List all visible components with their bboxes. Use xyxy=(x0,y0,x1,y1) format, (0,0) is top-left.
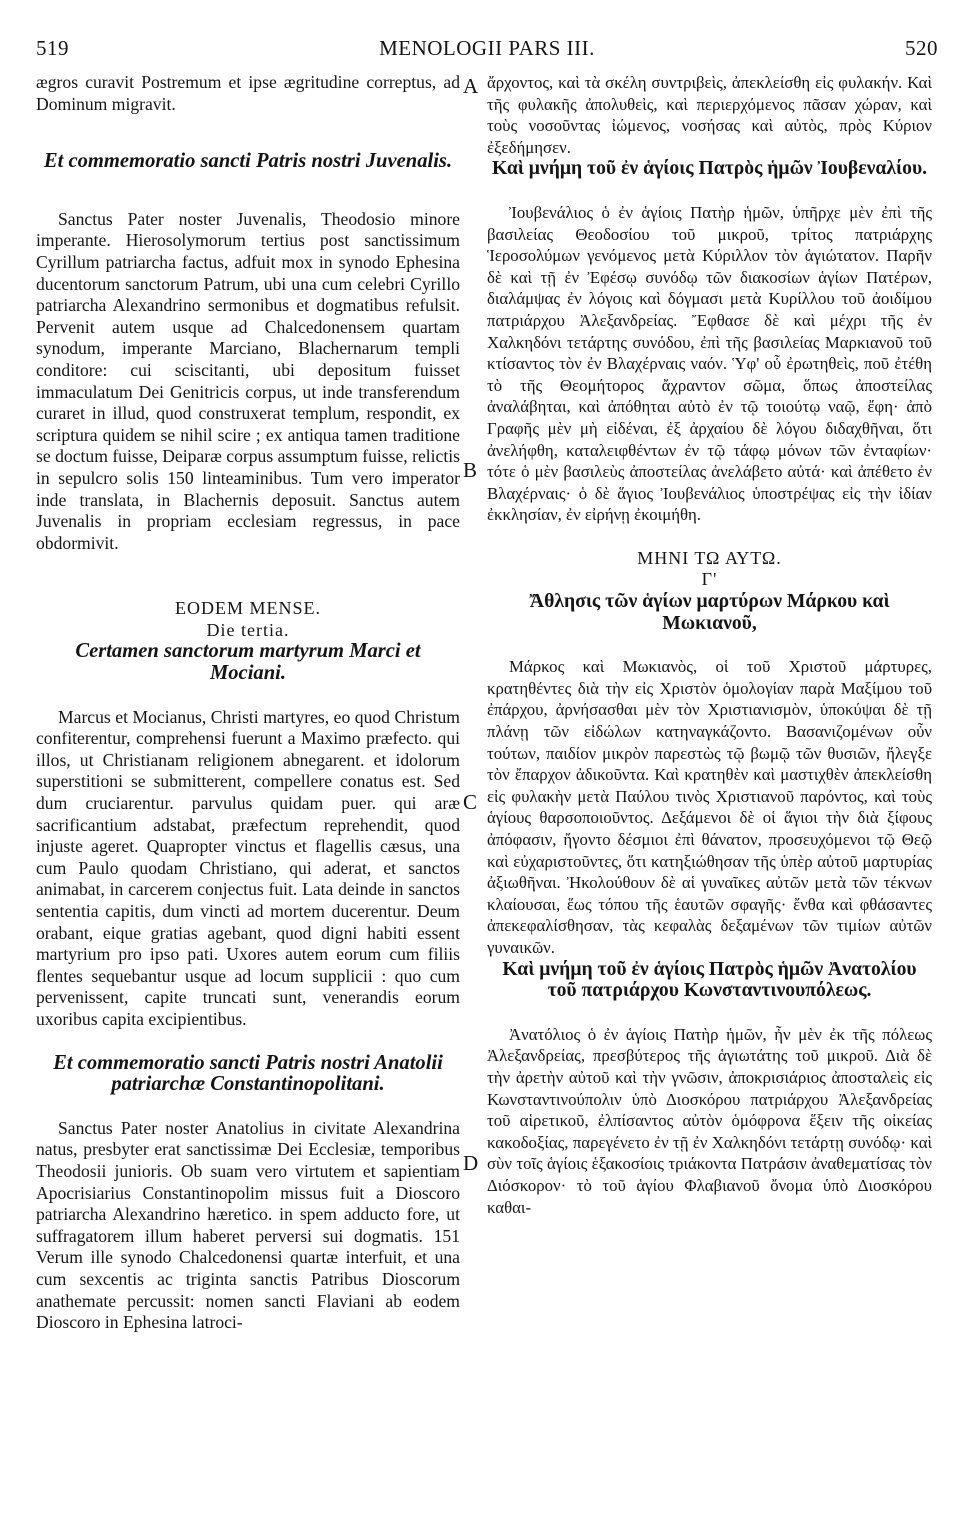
greek-paragraph-continuation: ἄρχοντος, καὶ τὰ σκέλη συντριβεὶς, ἀπεκλείσθη εἰς φυλακήν. Καὶ τῆς φυλακῆς ἀπολυθεὶς, καὶ περιερχόμενος πᾶσαν χώραν, καὶ τοὺς νοσοῦντας ἰώμενος, νοσήσας καὶ αὐτὸς, πρὸς Κύριον ἐξεδήμησεν. xyxy=(487,73,932,157)
column-marker-c: C xyxy=(463,790,478,814)
running-title: MENOLOGII PARS III. xyxy=(379,36,595,60)
latin-heading-anatolius: Et commemoratio sancti Patris nostri Anatolii patriarchæ Constantinopolitani. xyxy=(53,1051,443,1096)
greek-heading-day: Γ' xyxy=(701,569,718,590)
latin-paragraph-juvenalis: Sanctus Pater noster Juvenalis, Theodosio minore imperante. Hierosolymorum tertius post sanctissimum Cyrillum patriarcha factus, adfuit mox in synodo Ephesina ducentorum sanctorum Patrum, ubi una cum celebri Cyrillo patriarcha Alexandrino sermonibus et dogmatibus refulsit. Pervenit autem usque ad Chalcedonensem quartam synodum, imperante Marciano, Blachernarum templi conditore: cui sciscitanti, ubi depositum fuisset immaculatum Dei Genitricis corpus, ut inde transferendum curaret in illud, quod construxerat templum, respondit, ex scriptura quidem se nihil scire ; ex antiqua tamen traditione se doctum fuisse, Deiparæ corpus assumptum fuisse, relictis in sepulcro solis 150 linteaminibus. Tum vero imperator inde translata, in Blachernis deposuit. Sanctus autem Juvenalis in propriam ecclesiam regressus, in pace obdormivit. xyxy=(36,208,460,553)
column-marker-a: A xyxy=(463,74,479,98)
column-marker-b: B xyxy=(463,458,478,482)
latin-heading-month: EODEM MENSE. xyxy=(175,598,321,619)
greek-paragraph-anatolius: Ἀνατόλιος ὁ ἐν ἁγίοις Πατὴρ ἡμῶν, ἦν μὲν ἐκ τῆς πόλεως Ἀλεξανδρείας, πρεσβύτερος τῆς ἁγιωτάτης τοῦ μικροῦ. Διὰ δὲ τὴν ἀρετὴν αὐτοῦ καὶ τὴν γνῶσιν, ἀποκρισιάριος ἀποσταλεὶς εἰς Κωνσταντινούπολιν ὑπὸ Διοσκόρου πατριάρχου Ἀλεξανδρείας τοῦ αἱρετικοῦ, ἐλπίσαντος αὐτὸν ὁμόφρονα ἕξειν τῆς οἰκείας κακοδοξίας, παρεγένετο ἐν τῇ ἐν Χαλκηδόνι τετάρτῃ συνόδῳ· καὶ σὺν τοῖς ἁγίοις ἑξακοσίοις τριάκοντα Πατράσιν ἀναθεματίσας τὸν Διόσκορον· τὸ τοῦ ἁγίου Φλαβιανοῦ ὄνομα ὑπὸ Διοσκόρου καθαι- xyxy=(487,1024,932,1217)
latin-heading-day: Die tertia. xyxy=(206,619,290,640)
column-marker-d: D xyxy=(463,1151,479,1175)
right-page-number: 520 xyxy=(905,36,938,60)
latin-heading-juvenalis: Et commemoratio sancti Patris nostri Juvenalis. xyxy=(43,150,453,173)
latin-heading-marcus-mocianus: Certamen sanctorum martyrum Marci et Mociani. xyxy=(75,640,421,685)
greek-column xyxy=(487,72,932,1218)
greek-paragraph-marcus-mocianus: Μάρκος καὶ Μωκιανὸς, οἱ τοῦ Χριστοῦ μάρτυρες, κρατηθέντες διὰ τὴν εἰς Χριστὸν ὁμολογίαν παρὰ Μαξίμου τοῦ ἐπάρχου, ἀρνήσασθαι μὲν τὸν Χριστιανισμὸν, ὑποκύψαι δὲ τῇ πλάνῃ τῶν εἰδώλων κατηναγκάζοντο. Βασανιζομένων οὖν τούτων, παιδίον μικρὸν παρεστὼς τῷ βωμῷ τῶν θυσιῶν, ἤλεγξε τὸν ἔπαρχον ἀδικοῦντα. Καὶ κρατηθὲν καὶ μαστιχθὲν ἀπεκλείσθη εἰς φυλακὴν μετὰ Παύλου τινὸς Χριστιανοῦ παρόντος, καὶ τοὺς ἁγίους θαρσοποιοῦντος. Δεξάμενοι δὲ οἱ ἅγιοι τὴν διὰ ξίφους ἀπόφασιν, ἤγοντο δέσμιοι ἐπὶ θάνατον, προσευχόμενοι τῷ Θεῷ καὶ εὐχαριστοῦντες, ὅτι κατηξιώθησαν τῆς ὑπὲρ αὐτοῦ μαρτυρίας ἀξιωθῆναι. Ἠκολούθουν δὲ αἱ γυναῖκες αὐτῶν μετὰ τῶν τέκνων κλαίουσαι, ἕως τόπου τῆς ἑαυτῶν σφαγῆς· ἔνθα καὶ φθάσαντες ἀπεκεφαλίσθησαν, τὰς κεφαλὰς δεξαμένων τῶν τιμίων αὐτῶν γυναικῶν. xyxy=(487,657,932,957)
running-header xyxy=(36,36,938,66)
greek-paragraph-juvenalis: Ἰουβενάλιος ὁ ἐν ἁγίοις Πατὴρ ἡμῶν, ὑπῆρχε μὲν ἐπὶ τῆς βασιλείας Θεοδοσίου τοῦ μικροῦ, τρίτος πατριάρχης Ἱεροσολύμων γενόμενος μετὰ Κύριλλον τὸν ἁγιώτατον. Παρῆν δὲ καὶ τῇ ἐν Ἐφέσῳ συνόδῳ τῶν διακοσίων ἁγίων Πατέρων, διαλάμψας ἐν λόγοις καὶ δόγμασι μετὰ Κυρίλλου τοῦ ἀοιδίμου πατριάρχου Ἀλεξανδρείας. Ἔφθασε δὲ καὶ μέχρι τῆς ἐν Χαλκηδόνι τετάρτης συνόδου, ἐπὶ τῆς βασιλείας Μαρκιανοῦ τοῦ κτίσαντος τὸν ἐν Βλαχέρναις ναόν. Ὑφ' οὗ ἐρωτηθεὶς, ποῦ ἐτέθη τὸ τῆς Θεομήτορος ἄχραντον σῶμα, ὅπως ἀποστείλας ἀναλάβηται, καὶ ἀπόθηται αὐτὸ ἐν τῷ τοιούτῳ ναῷ, ἔφη· ἀπὸ Γραφῆς μὲν μὴ εἰδέναι, ἐξ ἀρχαίου δὲ λόγου διδαχθῆναι, ὅτι ἀνελήφθη, καταλειφθέντων ἐν τῷ τάφῳ μόνων τῶν ἐνταφίων· τότε ὁ μὲν βασιλεὺς ἀποστείλας ἀνελάβετο αὐτά· καὶ ἀπέθετο ἐν Βλαχέρναις· ὁ δὲ ἅγιος Ἰουβενάλιος ὑποστρέψας εἰς τὴν ἰδίαν ἐκκλησίαν, ἐν εἰρήνῃ ἐκοιμήθη. xyxy=(487,202,932,525)
latin-paragraph-continuation: ægros curavit Postremum et ipse ægritudine correptus, ad Dominum migravit. xyxy=(36,72,460,114)
latin-paragraph-marcus-mocianus: Marcus et Mocianus, Christi martyres, eo quod Christum confiterentur, comprehensi fuerunt a Maximo præfecto. qui illos, ut Christianam religionem abnegarent. et idolorum superstitioni se submitterent, compellere conatus est. Sed dum cruciarentur. parvulus quidam puer. qui aræ sacrificantium adstabat, præfectum reprehendit, quod injuste ageret. Quapropter vinctus et flagellis cæsus, una cum Paulo quodam Christiano, qui aderat, et sanctos animabat, in carcerem conjectus fuit. Lata deinde in sanctos sententia capitis, dum vincti ad mortem ducerentur. Deum orabant, eique gratias agebant, quod digni habiti essent martyrium pro ipso pati. Uxores autem eorum cum filiis flentes sequebantur usque ad locum supplicii : quo cum pervenissent, capite truncati sunt, venerandis eorum uxoribus capita excipientibus. xyxy=(36,706,460,1029)
greek-heading-juvenalis: Καὶ μνήμη τοῦ ἐν ἁγίοις Πατρὸς ἡμῶν Ἰουβεναλίου. xyxy=(491,157,928,180)
greek-heading-month: ΜΗΝΙ ΤΩ ΑΥΤΩ. xyxy=(637,547,782,568)
greek-heading-marcus-mocianus: Ἄθλησις τῶν ἁγίων μαρτύρων Μάρκου καὶ Μωκιανοῦ, xyxy=(529,590,890,634)
left-page-number: 519 xyxy=(36,36,69,60)
greek-heading-anatolius: Καὶ μνήμη τοῦ ἐν ἁγίοις Πατρὸς ἡμῶν Ἀνατολίου τοῦ πατριάρχου Κωνσταντινουπόλεως. xyxy=(502,957,917,1002)
latin-column xyxy=(36,72,460,1334)
latin-paragraph-anatolius: Sanctus Pater noster Anatolius in civitate Alexandrina natus, presbyter erat sanctissimæ Dei Ecclesiæ, temporibus Theodosii junioris. Ob suam vero virtutem et sapientiam Apocrisiarius Constantinopolim missus fuit a Dioscoro patriarcha Alexandrino hæretico. in spem adducto fore, ut suffragatorem illum haberet perversi sui dogmatis. 151 Verum ille synodo Chalcedonensi quartæ interfuit, et una cum sexcentis ac triginta sanctis Patribus Dioscorum anathemate percussit: nomen sancti Flaviani ab eodem Dioscoro in Ephesina latroci- xyxy=(36,1117,460,1333)
